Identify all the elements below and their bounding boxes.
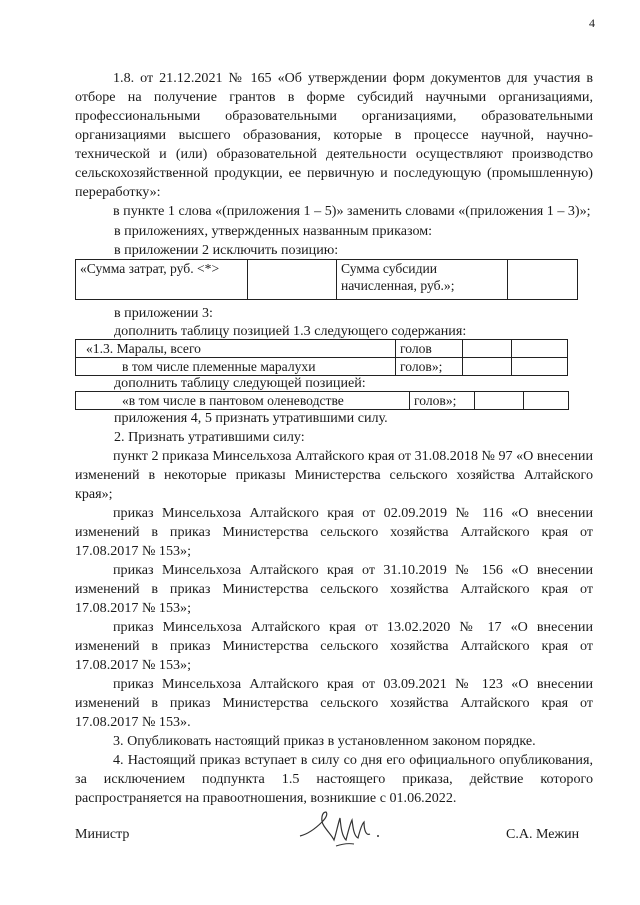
in-annexes-text: в приложениях, утвержденных названным приказом:: [114, 223, 433, 239]
order-17-text: приказ Минсельхоза Алтайского края от 13.02.2020 № 17 «О внесении изменений в приказ Министерства сельского хозяйства Алтайского края от 17.08.2017 № 153»;: [75, 619, 593, 673]
table1-cell-empty-1: [248, 260, 337, 300]
order-97-text: пункт 2 приказа Минсельхоза Алтайского края от 31.08.2018 № 97 «О внесении изменений в некоторые приказы Министерства сельского хозяйства Алтайского края»;: [75, 448, 593, 502]
position-1-3-table: [75, 339, 568, 376]
annex2-exclude-text: в приложении 2 исключить позицию:: [114, 242, 339, 258]
add-position-1-3-text: дополнить таблицу позицией 1.3 следующего содержания:: [114, 323, 467, 339]
table2-empty-2: [512, 340, 568, 358]
table2-empty-1: [463, 340, 512, 358]
item-1-8-block: [75, 69, 593, 221]
table2-maral-total: «1.3. Маралы, всего: [76, 340, 396, 358]
table2-breeding-marals: в том числе племенные маралухи: [76, 358, 396, 376]
table3-antler-farming: «в том числе в пантовом оленеводстве: [76, 392, 410, 410]
page-number: 4: [589, 16, 595, 30]
excluded-position-table: [75, 259, 578, 300]
signatory-title: Министр: [75, 827, 130, 842]
repealed-orders-block: [75, 447, 593, 808]
item-1-8-text: 1.8. от 21.12.2021 № 165 «Об утверждении форм документов для участия в отборе на получение грантов в форме субсидий научными организациями, профессиональными образовательными организациями, образовательными организациями высшего образования, которые в процессе научной, научно-технической и (или) образовательной деятельности осуществляют производство сельскохозяйственной продукции, ее первичную и последующую (промышленную) переработку»:: [75, 70, 593, 200]
handwritten-signature: [296, 806, 388, 852]
item-3-text: 3. Опубликовать настоящий приказ в установленном законом порядке.: [113, 733, 536, 749]
order-116-text: приказ Минсельхоза Алтайского края от 02.09.2019 № 116 «О внесении изменений в приказ Министерства сельского хозяйства Алтайского края от 17.08.2017 № 153»;: [75, 505, 593, 559]
table3-unit: голов»;: [410, 392, 475, 410]
annex3-text: в приложении 3:: [114, 305, 213, 321]
table1-cell-subsidy-sum: Сумма субсидии начисленная, руб.»;: [337, 260, 508, 300]
signatory-name: С.А. Межин: [506, 827, 580, 842]
order-156-text: приказ Минсельхоза Алтайского края от 31.10.2019 № 156 «О внесении изменений в приказ Министерства сельского хозяйства Алтайского края от 17.08.2017 № 153»;: [75, 562, 593, 616]
item-2-text: 2. Признать утратившими силу:: [114, 429, 305, 445]
point1-replace-text: в пункте 1 слова «(приложения 1 – 5)» заменить словами «(приложения 1 – 3)»;: [113, 203, 591, 219]
item-4-text: 4. Настоящий приказ вступает в силу со дня его официального опубликования, за исключением подпункта 1.5 настоящего приказа, действие которого распространяется на правоотношения, возникшие с 01.06.2022.: [75, 752, 593, 806]
table2-empty-3: [463, 358, 512, 376]
table1-cell-empty-2: [508, 260, 578, 300]
table2-unit-2: голов»;: [396, 358, 463, 376]
table2-empty-4: [512, 358, 568, 376]
order-123-text: приказ Минсельхоза Алтайского края от 03.09.2021 № 123 «О внесении изменений в приказ Министерства сельского хозяйства Алтайского края от 17.08.2017 № 153».: [75, 676, 593, 730]
table3-empty-2: [524, 392, 569, 410]
add-position-text: дополнить таблицу следующей позицией:: [114, 375, 366, 391]
table2-unit-1: голов: [396, 340, 463, 358]
table3-empty-1: [475, 392, 524, 410]
antler-position-table: [75, 391, 569, 410]
table1-cell-sum-costs: «Сумма затрат, руб. <*>: [76, 260, 248, 300]
annex-4-5-text: приложения 4, 5 признать утратившими силу.: [114, 410, 388, 426]
